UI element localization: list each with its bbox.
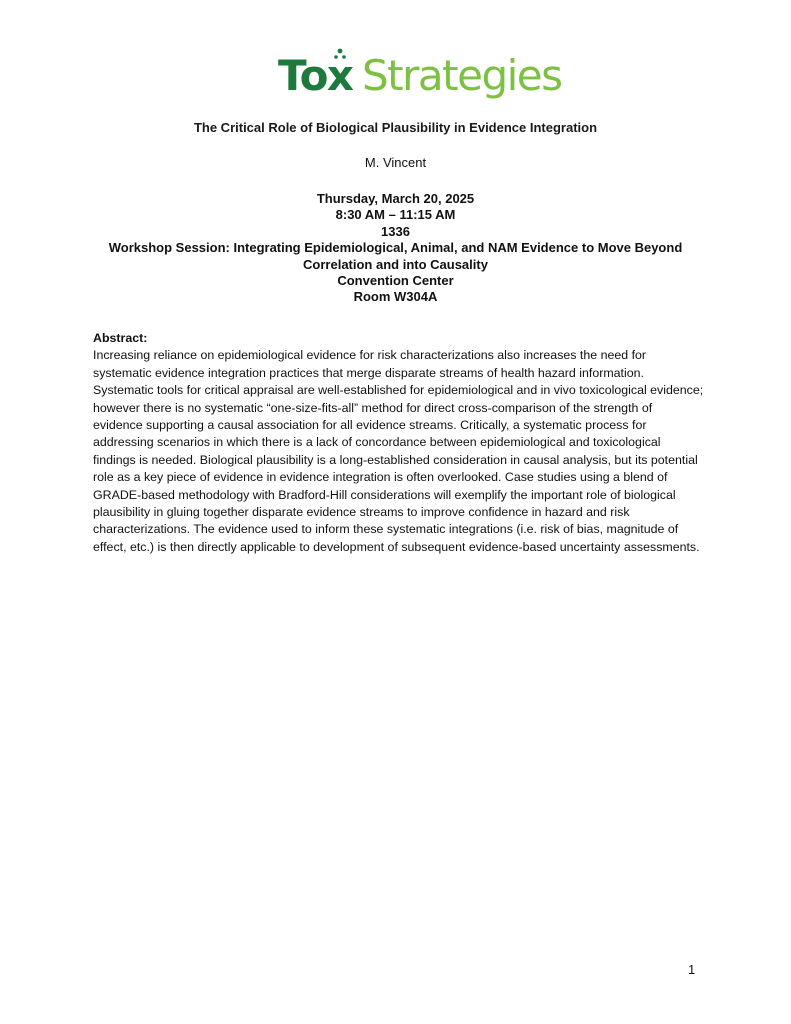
session-name: Workshop Session: Integrating Epidemiological, Animal, and NAM Evidence to Move Beyond Correlation and into Causality — [108, 240, 683, 272]
logo-text-tox: Tox — [277, 51, 353, 100]
abstract-section — [93, 330, 705, 556]
logo-graphic — [276, 46, 561, 102]
session-venue: Convention Center — [337, 273, 454, 289]
session-info — [80, 191, 711, 306]
toxstrategies-logo — [0, 46, 791, 102]
author-name: M. Vincent — [364, 155, 427, 170]
session-room: Room W304A — [353, 289, 438, 305]
page-number: 1 — [688, 962, 696, 977]
abstract-body: Increasing reliance on epidemiological evidence for risk characterizations also increases the need for systematic evidence integration practices that merge disparate streams of health hazard information. Systematic tools for critical appraisal are well-established for epidemiological and in vivo toxicological evidence; however there is no systematic “one-size-fits-all” method for direct cross-comparison of the strength of evidence supporting a causal association for all evidence streams. Critically, a systematic process for addressing scenarios in which there is a lack of concordance between epidemiological and toxicological findings is needed. Biological plausibility is a long-established consideration in causal analysis, but its potential role as a key piece of evidence in evidence integration is often overlooked. Case studies using a blend of GRADE-based methodology with Bradford-Hill considerations will exemplify the important role of biological plausibility in gluing together disparate evidence streams to improve confidence in hazard and risk characterizations. The evidence used to inform these systematic integrations (i.e. risk of bias, magnitude of effect, etc.) is then directly applicable to development of subsequent evidence-based uncertainty assessments. — [93, 348, 704, 554]
paper-title: The Critical Role of Biological Plausibility in Evidence Integration — [193, 120, 598, 135]
abstract-heading: Abstract: — [93, 331, 148, 345]
logo-text-strategies: Strategies — [361, 51, 561, 100]
session-time: 8:30 AM – 11:15 AM — [335, 207, 456, 223]
session-date: Thursday, March 20, 2025 — [316, 191, 475, 206]
session-number: 1336 — [381, 223, 410, 239]
